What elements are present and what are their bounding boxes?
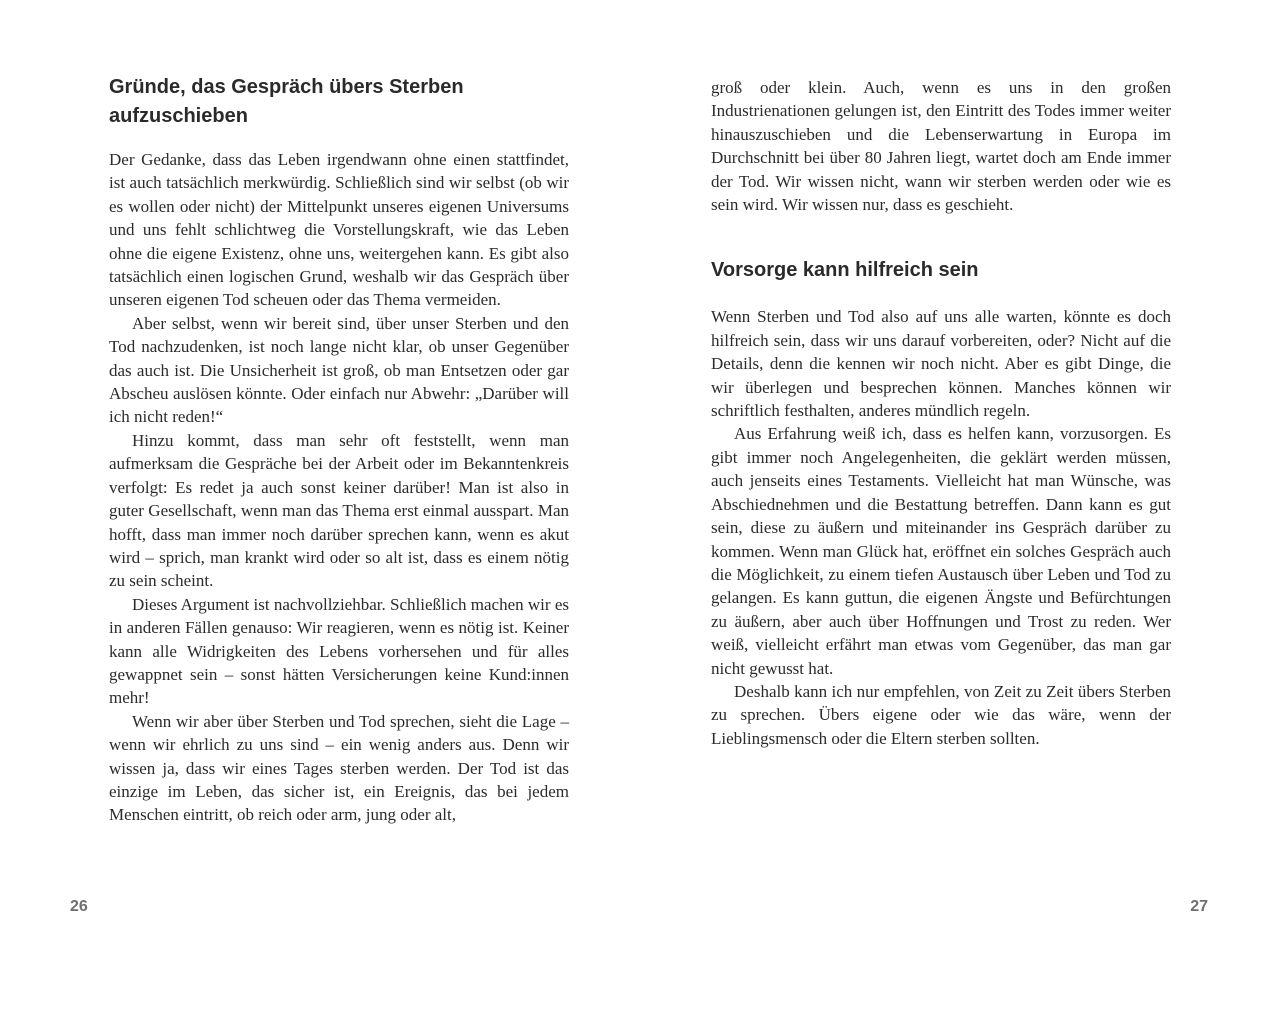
continuation-text (711, 76, 1171, 216)
paragraph: Dieses Argument ist nachvollziehbar. Schließlich machen wir es in anderen Fällen genauso: Wir reagieren, wenn es nötig ist. Keiner kann alle Widrigkeiten des Lebens vorhersehen und für alles gewappnet sein – sonst hätten Versicherungen keine Kund:innen mehr! (109, 594, 569, 708)
paragraph: Hinzu kommt, dass man sehr oft feststellt, wenn man aufmerksam die Gespräche bei der Arbeit oder im Bekanntenkreis verfolgt: Es redet ja auch sonst keiner darüber! Man ist also in guter Gesellschaft, wenn man das Thema erst einmal ausspart. Man hofft, dass man immer noch darüber sprechen kann, wenn es akut wird – sprich, man krankt wird oder so alt ist, dass es einem nötig zu sein scheint. (109, 430, 569, 591)
page-number: 26 (70, 898, 88, 915)
paragraph: groß oder klein. Auch, wenn es uns in den großen Industrienationen gelungen ist, den Eintritt des Todes immer weiter hinauszuschieben und die Lebenserwartung in Europa im Durchschnitt bei über 80 Jahren liegt, wartet doch am Ende immer der Tod. Wir wissen nicht, wann wir sterben werden oder wie es sein wird. Wir wissen nur, dass es geschieht. (711, 78, 1171, 215)
page-number: 27 (1190, 898, 1208, 915)
right-page (640, 0, 1280, 1019)
section-heading-gruende: Gründe, das Gespräch übers Sterben aufzuschieben (109, 76, 464, 127)
paragraph: Der Gedanke, dass das Leben irgendwann ohne einen stattfindet, ist auch tatsächlich merkwürdig. Schließlich sind wir selbst (ob wir es wollen oder nicht) der Mittelpunkt unseres eigenen Universums und uns fehlt schlichtweg die Vorstellungskraft, wie das Leben ohne die eigene Existenz, ohne uns, weitergehen kann. Es gibt also tatsächlich einen logischen Grund, weshalb wir das Gespräch über unseren eigenen Tod scheuen oder das Thema vermeiden. (109, 150, 569, 310)
paragraph: Aus Erfahrung weiß ich, dass es helfen kann, vorzusorgen. Es gibt immer noch Angelegenheiten, die geklärt werden müssen, auch jenseits eines Testaments. Vielleicht hat man Wünsche, was Abschiednehmen und die Bestattung betreffen. Dann kann es gut sein, diese zu äußern und miteinander ins Gespräch darüber zu kommen. Wenn man Glück hat, eröffnet ein solches Gespräch auch die Möglichkeit, zu einem tiefen Austausch über Leben und Tod zu gelangen. Es kann guttun, die eigenen Ängste und Befürchtungen zu äußern, aber auch über Hoffnungen und Trost zu reden. Wer weiß, vielleicht erfährt man etwas vom Gegenüber, das man gar nicht gewusst hat. (711, 424, 1171, 678)
right-body-text (711, 305, 1171, 750)
left-column (109, 73, 569, 827)
paragraph: Wenn Sterben und Tod also auf uns alle warten, könnte es doch hilfreich sein, dass wir uns darauf vorbereiten, oder? Nicht auf die Details, denn die kennen wir noch nicht. Aber es gibt Dinge, die wir überlegen und besprechen können. Manches können wir schriftlich festhalten, anderes mündlich regeln. (711, 307, 1171, 421)
right-column (711, 76, 1171, 750)
section-heading-vorsorge: Vorsorge kann hilfreich sein (711, 259, 979, 282)
left-body-text (109, 148, 569, 827)
paragraph: Deshalb kann ich nur empfehlen, von Zeit zu Zeit übers Sterben zu sprechen. Übers eigene oder wie das wäre, wenn der Lieblingsmensch oder die Eltern sterben sollten. (711, 681, 1171, 748)
paragraph: Aber selbst, wenn wir bereit sind, über unser Sterben und den Tod nachzudenken, ist noch lange nicht klar, ob unser Gegenüber das auch ist. Die Unsicherheit ist groß, ob man Entsetzen oder gar Abscheu auslösen könnte. Oder einfach nur Abwehr: „Darüber will ich nicht reden!“ (109, 313, 569, 427)
paragraph: Wenn wir aber über Sterben und Tod sprechen, sieht die Lage – wenn wir ehrlich zu uns sind – ein wenig anders aus. Denn wir wissen ja, dass wir eines Tages sterben werden. Der Tod ist das einzige im Leben, das sicher ist, ein Ereignis, das bei jedem Menschen eintritt, ob reich oder arm, jung oder alt, (109, 711, 569, 825)
